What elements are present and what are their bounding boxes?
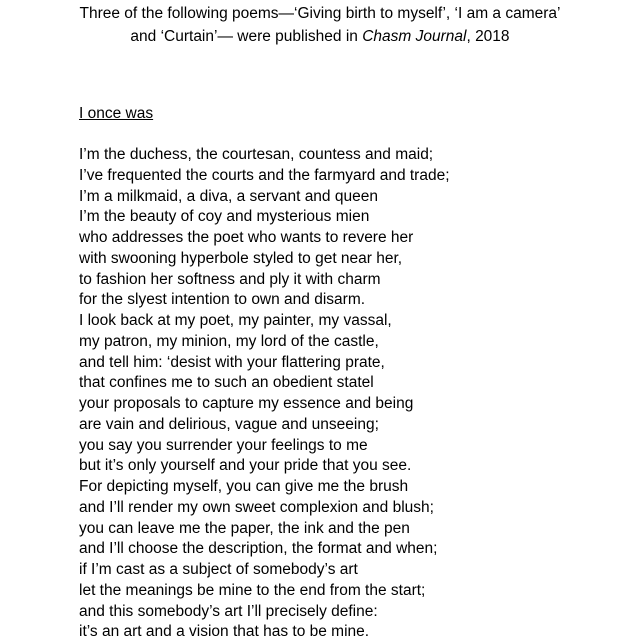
poem-line: and this somebody’s art I’ll precisely define: (79, 602, 378, 620)
poem-line: and I’ll choose the description, the format and when; (79, 540, 438, 558)
poem-line: and I’ll render my own sweet complexion and blush; (79, 498, 434, 516)
poem-line: I’ve frequented the courts and the farmyard and trade; (79, 166, 450, 184)
poem-line: I’m the duchess, the courtesan, countess and maid; (79, 146, 434, 163)
poem-line: with swooning hyperbole styled to get near her, (79, 249, 403, 267)
poem-line: you can leave me the paper, the ink and the pen (79, 519, 410, 537)
publication-note (0, 2, 640, 48)
poem-line: I’m the beauty of coy and mysterious mien (79, 208, 370, 226)
poem-title: I once was (79, 105, 154, 122)
journal-name: Chasm Journal (362, 28, 467, 45)
publication-note-line-1: Three of the following poems—‘Giving birth to myself’, ‘I am a camera’ (79, 5, 561, 22)
poem-line: are vain and delirious, vague and unseeing; (79, 415, 379, 433)
publication-year: , 2018 (466, 28, 510, 45)
poem-line: For depicting myself, you can give me the brush (79, 478, 409, 495)
poem-line: but it’s only yourself and your pride that you see. (79, 457, 412, 475)
poem-line: if I’m cast as a subject of somebody’s art (79, 561, 358, 578)
poem-line: who addresses the poet who wants to revere her (79, 229, 414, 246)
poem-line: and tell him: ‘desist with your flattering prate, (79, 353, 385, 371)
poem-line: let the meanings be mine to the end from the start; (79, 581, 426, 599)
poem-line: I’m a milkmaid, a diva, a servant and queen (79, 187, 378, 205)
poem-line: I look back at my poet, my painter, my vassal, (79, 312, 392, 329)
publication-note-text: and ‘Curtain’— were published in (130, 28, 363, 45)
poem-line: to fashion her softness and ply it with charm (79, 270, 381, 288)
poem-line: that confines me to such an obedient statel (79, 374, 374, 392)
poem-line: my patron, my minion, my lord of the castle, (79, 332, 379, 350)
poem-line: for the slyest intention to own and disarm. (79, 291, 366, 309)
poem-line: it’s an art and a vision that has to be mine. (79, 623, 370, 641)
poem-line: your proposals to capture my essence and being (79, 395, 414, 412)
poem-body (79, 145, 634, 643)
poem-line: you say you surrender your feelings to me (79, 436, 368, 454)
publication-note-line-2 (0, 25, 640, 48)
